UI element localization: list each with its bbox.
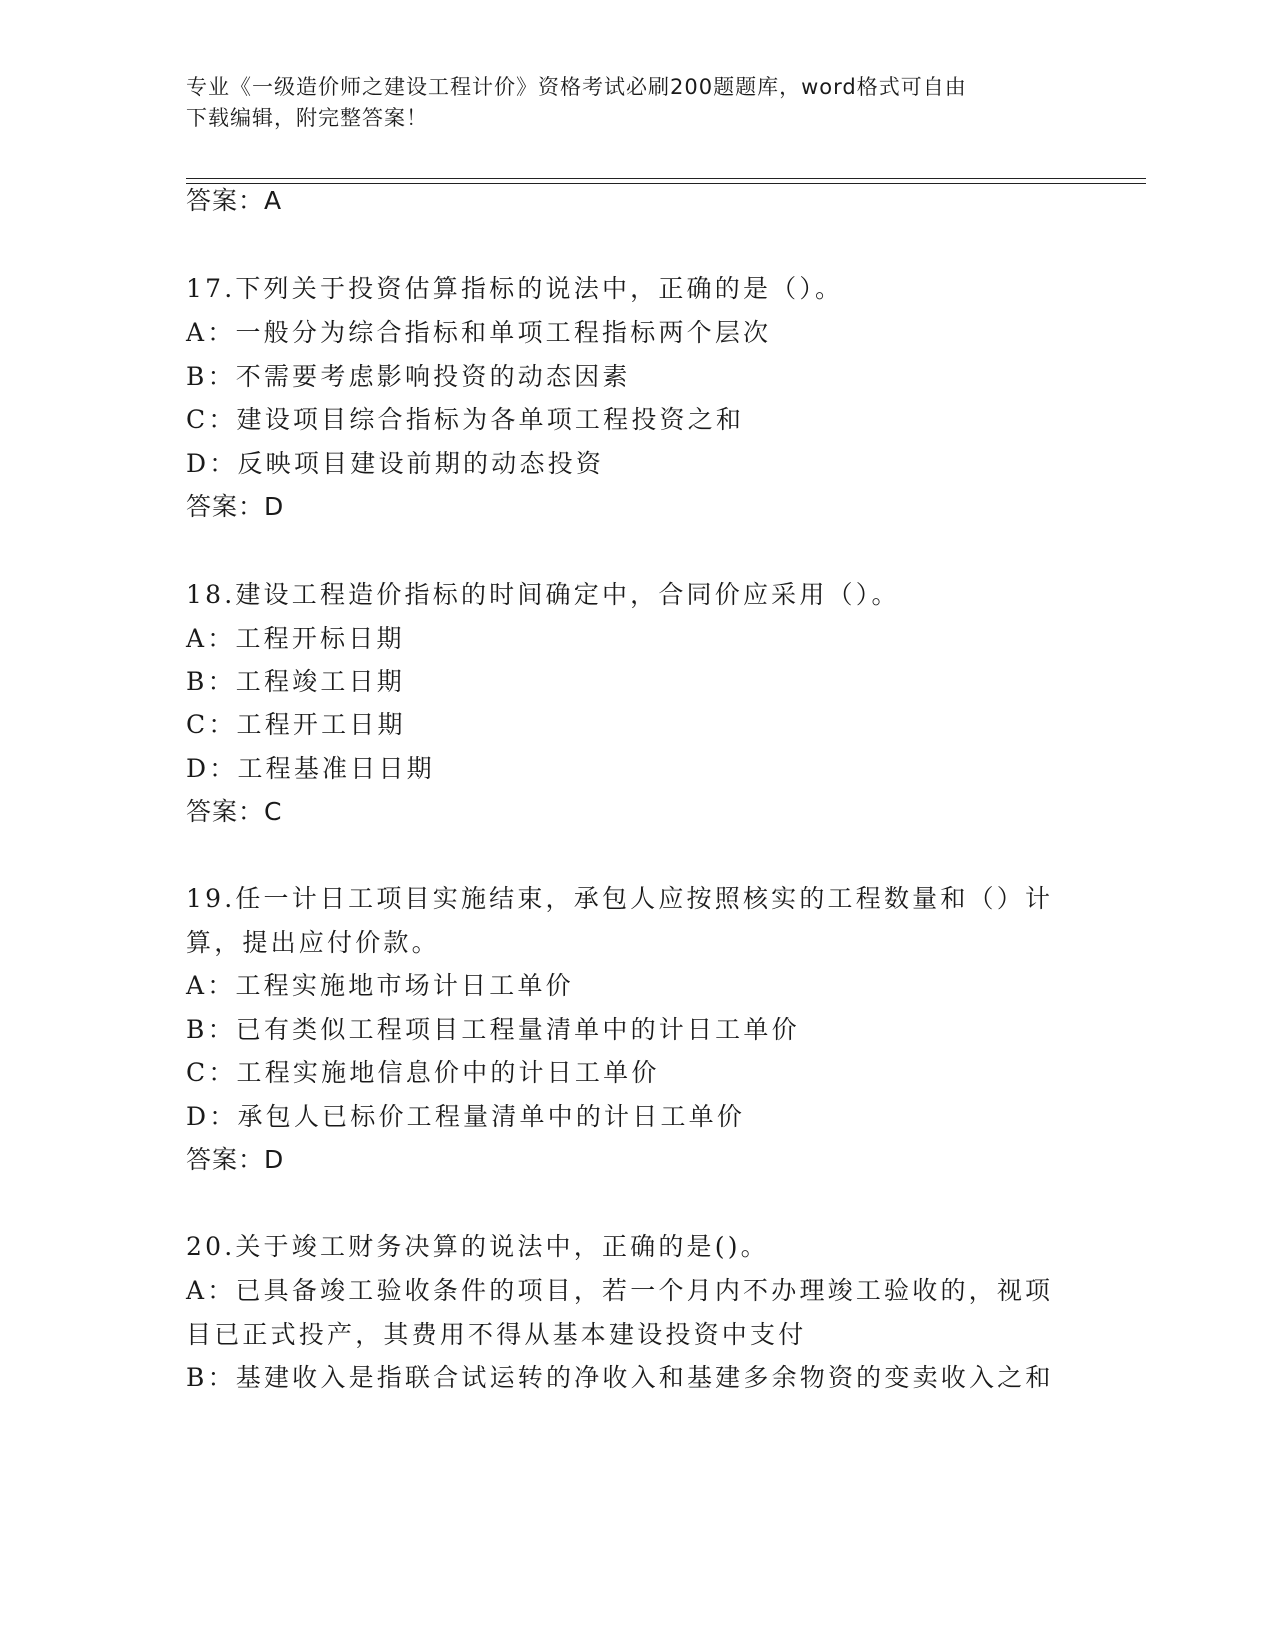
header-line-2: 下载编辑，附完整答案！ xyxy=(186,106,428,130)
question-17-option-b: B：不需要考虑影响投资的动态因素 xyxy=(186,362,631,391)
question-18-option-c: C：工程开工日期 xyxy=(186,710,406,739)
header-divider-bottom xyxy=(186,183,1146,184)
question-17-answer: 答案：D xyxy=(186,492,285,521)
question-18-option-a: A：工程开标日期 xyxy=(186,624,405,653)
question-20-option-a-line-1: A：已具备竣工验收条件的项目，若一个月内不办理竣工验收的，视项 xyxy=(186,1276,1054,1305)
header-divider-top xyxy=(186,178,1146,179)
question-18-option-b: B：工程竣工日期 xyxy=(186,667,405,696)
question-19-option-b: B：已有类似工程项目工程量清单中的计日工单价 xyxy=(186,1015,800,1044)
question-17-stem: 17.下列关于投资估算指标的说法中，正确的是（）。 xyxy=(186,274,844,303)
question-19-option-a: A：工程实施地市场计日工单价 xyxy=(186,971,574,1000)
question-17-option-a: A：一般分为综合指标和单项工程指标两个层次 xyxy=(186,318,772,347)
question-17-option-c: C：建设项目综合指标为各单项工程投资之和 xyxy=(186,405,745,434)
question-19-answer: 答案：D xyxy=(186,1145,285,1174)
question-17-option-d: D：反映项目建设前期的动态投资 xyxy=(186,449,605,478)
document-header xyxy=(186,72,1066,134)
question-20-option-b: B：基建收入是指联合试运转的净收入和基建多余物资的变卖收入之和 xyxy=(186,1363,1054,1392)
question-20-stem: 20.关于竣工财务决算的说法中，正确的是()。 xyxy=(186,1232,769,1261)
question-19-stem-line-2: 算，提出应付价款。 xyxy=(186,928,440,957)
question-19-option-c: C：工程实施地信息价中的计日工单价 xyxy=(186,1058,660,1087)
previous-answer: 答案：A xyxy=(186,186,283,215)
question-18-answer: 答案：C xyxy=(186,797,283,826)
question-19-option-d: D：承包人已标价工程量清单中的计日工单价 xyxy=(186,1102,746,1131)
question-18-stem: 18.建设工程造价指标的时间确定中，合同价应采用（）。 xyxy=(186,580,900,609)
header-line-1: 专业《一级造价师之建设工程计价》资格考试必刷200题题库，word格式可自由 xyxy=(186,75,967,99)
question-18-option-d: D：工程基准日日期 xyxy=(186,754,435,783)
question-20-option-a-line-2: 目已正式投产，其费用不得从基本建设投资中支付 xyxy=(186,1320,807,1349)
question-19-stem-line-1: 19.任一计日工项目实施结束，承包人应按照核实的工程数量和（）计 xyxy=(186,884,1054,913)
